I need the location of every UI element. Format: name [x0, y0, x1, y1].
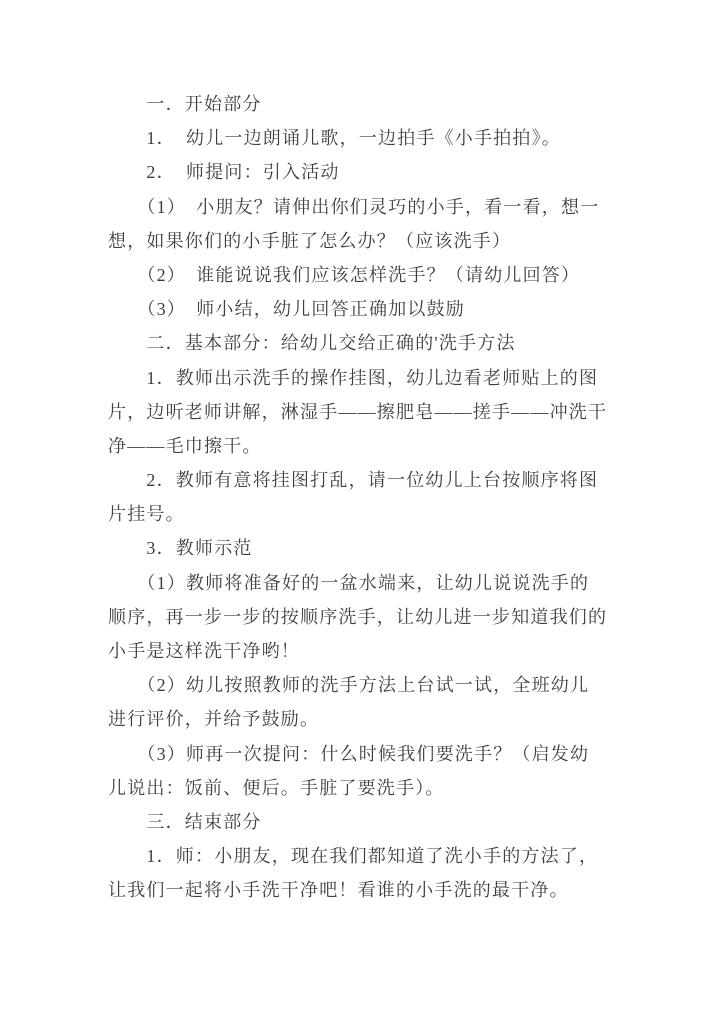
text-line: 进行评价，并给予鼓励。 — [108, 709, 320, 730]
text-line: （1）教师将准备好的一盆水端来，让幼儿说说洗手的 — [108, 572, 590, 593]
text-line: 1． 幼儿一边朗诵儿歌，一边拍手《小手拍拍》。 — [108, 128, 561, 149]
text-line: 净——毛巾擦干。 — [108, 435, 262, 456]
text-line: 让我们一起将小手洗干净吧！看谁的小手洗的最干净。 — [108, 880, 569, 901]
text-line: 2． 师提问：引入活动 — [108, 162, 340, 183]
text-line: 片，边听老师讲解，淋湿手——擦肥皂——搓手——冲洗干 — [108, 401, 608, 422]
text-line: （3） 师小结，幼儿回答正确加以鼓励 — [108, 299, 465, 320]
text-line: 顺序，再一步一步的按顺序洗手，让幼儿进一步知道我们的 — [108, 606, 608, 627]
text-line: 1．教师出示洗手的操作挂图，幼儿边看老师贴上的图 — [108, 367, 599, 388]
text-line: 儿说出：饭前、便后。手脏了要洗手）。 — [108, 777, 445, 798]
text-line: （1） 小朋友？请伸出你们灵巧的小手，看一看，想一 — [108, 196, 600, 217]
text-line: 2．教师有意将挂图打乱，请一位幼儿上台按顺序将图 — [108, 470, 599, 491]
text-line: 片挂号。 — [108, 504, 185, 525]
text-line: （2）幼儿按照教师的洗手方法上台试一试，全班幼儿 — [108, 675, 590, 696]
text-line: 3．教师示范 — [108, 538, 253, 559]
text-line: （2） 谁能说说我们应该怎样洗手？（请幼儿回答） — [108, 264, 581, 285]
text-line: 1．师：小朋友，现在我们都知道了洗小手的方法了， — [108, 846, 599, 867]
document-body — [108, 87, 614, 908]
text-line: 想，如果你们的小手脏了怎么办？（应该洗手） — [108, 230, 512, 251]
text-line: （3）师再一次提问：什么时候我们要洗手？（启发幼 — [108, 743, 590, 764]
text-line: 二．基本部分：给幼儿交给正确的'洗手方法 — [108, 333, 516, 354]
text-line: 一．开始部分 — [108, 94, 262, 114]
text-line: 三．结束部分 — [108, 811, 262, 832]
text-line: 小手是这样洗干净哟！ — [108, 641, 300, 661]
